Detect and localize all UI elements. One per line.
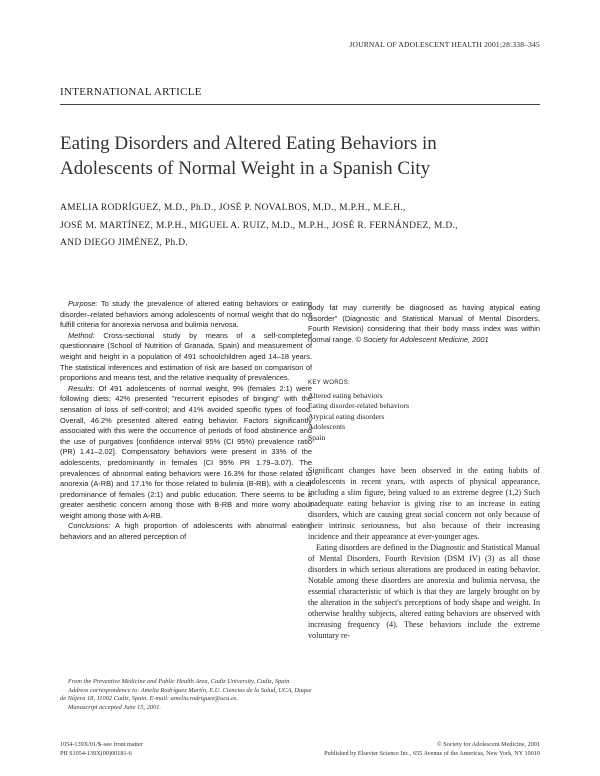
- abstract-results: [60, 384, 312, 522]
- method-label: Method:: [68, 330, 95, 340]
- bottom-left-info: [60, 741, 143, 758]
- publisher-line: Published by Elsevier Science Inc., 655 Avenue of the Americas, New York, NY 10010: [324, 749, 540, 757]
- footnote-accepted: Manuscript accepted June 15, 2001.: [68, 704, 161, 712]
- pii-line: PII S1054-139X(00)00181-6: [60, 749, 132, 757]
- conclusions-text: A high proportion of adolescents with abnormal eating behaviors and an altered perception of: [60, 521, 312, 542]
- continuation-journal: Society for Adolescent Medicine, 2001: [363, 334, 489, 344]
- purpose-label: Purpose:: [68, 299, 98, 308]
- author-list: [60, 200, 550, 253]
- keyword-item: Adolescents: [308, 422, 346, 432]
- body-paragraph: Significant changes have been observed in the eating habits of adolescents in recent years, with aspects of physical appearance, including a slim figure, being valued to an extreme degree (1,2) Such inadequate eating behavior is giving rise to an increase in eating disorders, which are causing great social concern not only because of their intrinsic seriousness, but also because of their increasing incidence and their appearance at ever-younger ages.: [308, 466, 540, 541]
- conclusions-label: Conclusions:: [68, 521, 111, 531]
- abstract-conclusions: [60, 521, 312, 542]
- body-text-column: [308, 465, 540, 641]
- keywords-label: KEY WORDS:: [308, 380, 351, 386]
- abstract-continuation-text: [308, 303, 540, 345]
- continuation-text: body fat may currently be diagnosed as having atypical eating disorder" (Diagnostic and Statistical Manual of Mental Disorders, Fourth Revision) considering that their body mass index was within normal range. ©: [308, 303, 540, 344]
- bottom-right-info: [324, 741, 540, 758]
- abstract-continuation: [308, 303, 540, 345]
- abstract-purpose: [60, 299, 312, 331]
- results-label: Results:: [68, 383, 95, 393]
- method-text: Cross-sectional study by means of a self-completed questionnaire (School of Nutrition of Granada, Spain) and measurement of weight and height in a population of 491 schoolchildren aged 14–18 years. The statistical inferences and estimation of risk are based on comparison of proportions and means test, and the relative inequality of prevalences.: [60, 330, 312, 383]
- section-label: INTERNATIONAL ARTICLE: [60, 86, 202, 98]
- keyword-item: Atypical eating disorders: [308, 411, 385, 421]
- keyword-item: Eating disorder-related behaviors: [308, 401, 410, 411]
- purpose-text: To study the prevalence of altered eating behaviors or eating disorder–related behaviors among adolescents of normal weight that do not fulfill criteria for anorexia nervosa and bulimia nervosa.: [60, 299, 312, 330]
- abstract-column: [60, 299, 312, 543]
- results-text: Of 491 adolescents of normal weight, 9% (females 2:1) were following diets; 42% presented "recurrent episodes of binging" with the sensation of loss of self-control; and 41% avoided specific types of food. Overall, 46.2% presented altered eating behavior. Factors significantly associated with this were the occurrence of periods of food abstinence and the use of purgatives [confidence interval 95% (CI 95%) prevalence ratio (PR) 1.41–2.02]. Compensatory behaviors were present in 33% of the adolescents, predominantly in females (CI 95% PR 1.79–3.07). The prevalences of abnormal eating behaviors were 16.3% for those related to anorexia (A-RB) and 17.1% for those related to bulimia (B-RB), with a clear predominance of females (2:1) and public education. There seems to be a greater aesthetic concern among those with B-RB and more worry about weight among those with A-RB.: [60, 383, 312, 520]
- footnote-affiliation: From the Preventive Medicine and Public Health Area, Cadiz University, Cadiz, Spain.: [68, 678, 291, 685]
- author-line: AND DIEGO JIMÉNEZ, Ph.D.: [60, 238, 189, 248]
- keyword-item: Spain: [308, 432, 326, 442]
- title-line: Eating Disorders and Altered Eating Behaviors in: [60, 133, 437, 154]
- author-line: JOSÉ M. MARTÍNEZ, M.P.H., MIGUEL A. RUIZ, M.D., M.P.H., JOSÉ R. FERNÁNDEZ, M.D.,: [60, 220, 458, 231]
- copyright-line: © Society for Adolescent Medicine, 2001: [437, 741, 540, 748]
- footnote-correspondence: Address correspondence to: Amelia Rodríguez Martín, E.U. Ciencias de la Salud, UCA, Duque de Nájera 18, 11002 Cadiz, Spain. E-mail: amelia.rodriguez@uca.es.: [60, 686, 312, 703]
- issn-line: 1054-139X/01/$–see front matter: [60, 741, 143, 748]
- section-divider: [60, 104, 540, 105]
- keyword-item: Altered eating behaviors: [308, 391, 383, 400]
- author-line: AMELIA RODRÍGUEZ, M.D., Ph.D., JOSÉ P. NOVALBOS, M.D., M.P.H., M.E.H.,: [60, 203, 406, 213]
- abstract-method: [60, 331, 312, 384]
- title-line: Adolescents of Normal Weight in a Spanish City: [60, 158, 431, 179]
- article-title: [60, 131, 550, 181]
- footnotes: [60, 678, 312, 713]
- keywords-list: [308, 391, 409, 443]
- journal-header: JOURNAL OF ADOLESCENT HEALTH 2001;28:338–345: [349, 40, 540, 49]
- body-paragraph: Eating disorders are defined in the Diagnostic and Statistical Manual of Mental Disorders, Fourth Revision (DSM IV) (3) as all those disorders in which serious alterations are produced in eating behavior. Notable among these disorders are anorexia and bulimia nervosa, the essential characteristic of which is that they are largely brought on by the alteration in the subject's perceptions of body shape and weight. In otherwise healthy subjects, altered eating behaviors are observed with increasing frequency (4). These behaviors include the extreme voluntary re-: [308, 543, 540, 640]
